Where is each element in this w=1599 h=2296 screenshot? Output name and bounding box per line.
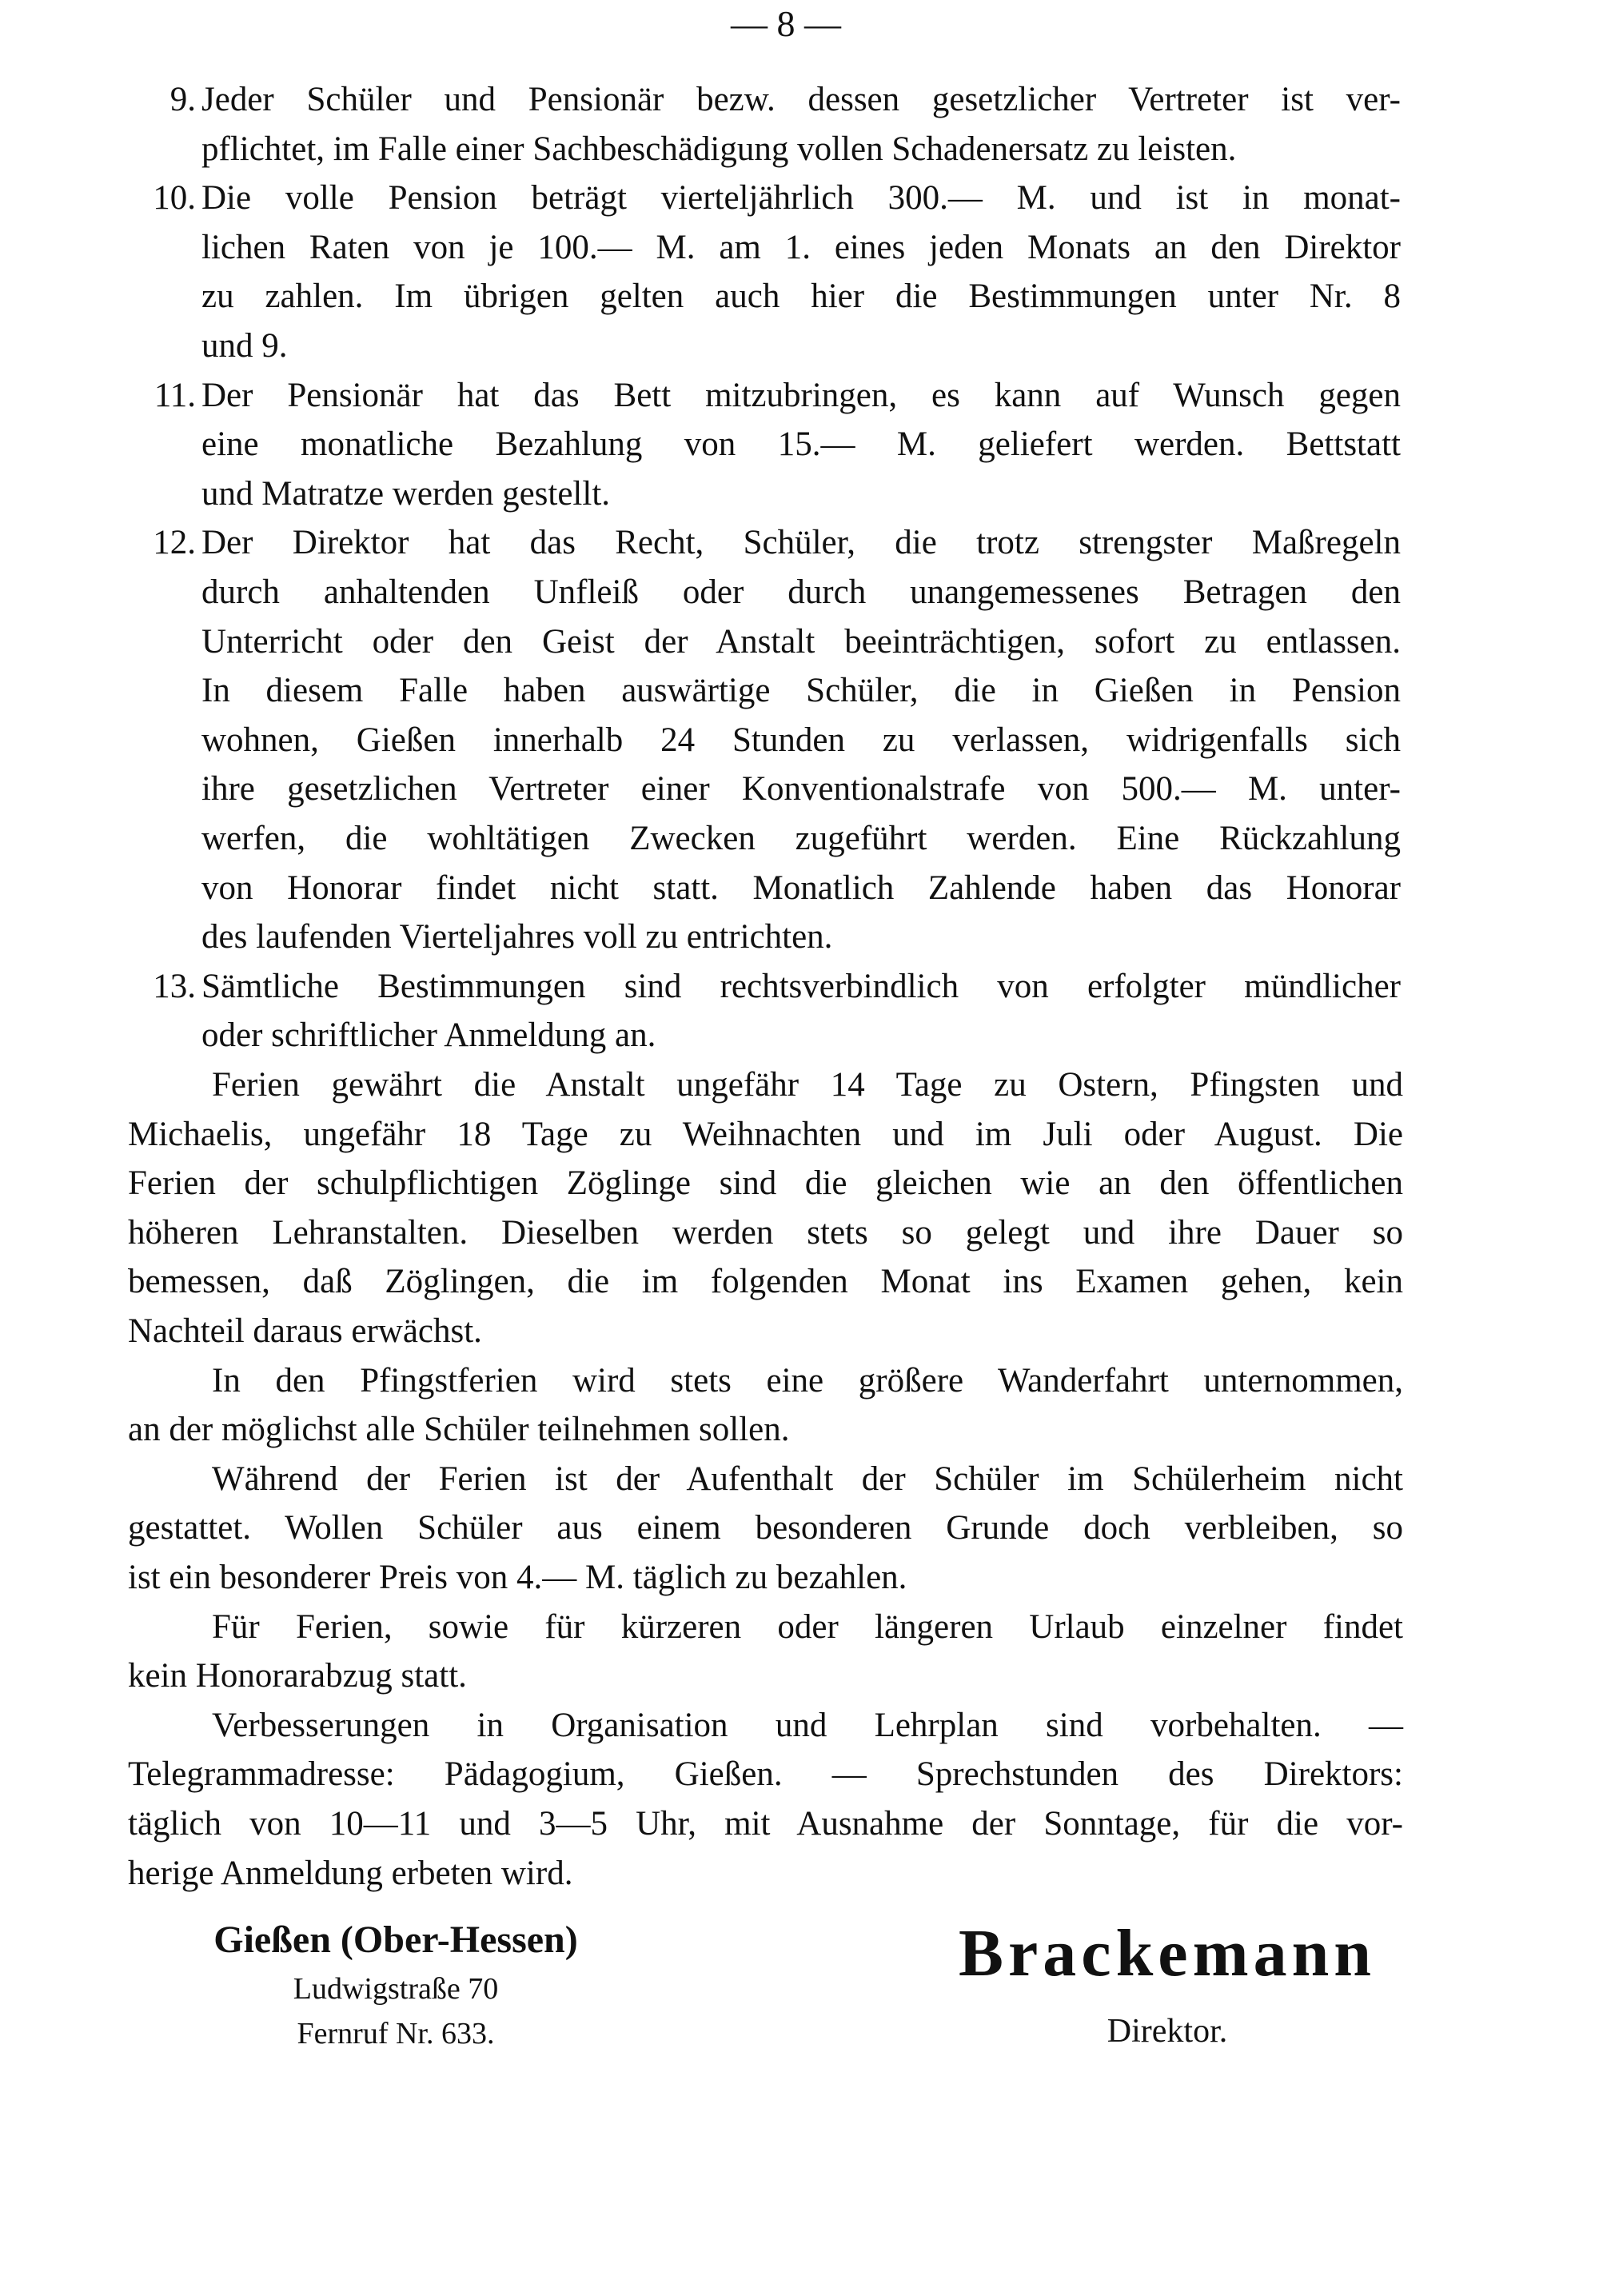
paragraph-line: In den Pfingstferien wird stets eine größere Wanderfahrt unternommen, — [212, 1361, 1403, 1400]
paragraph-line: Michaelis, ungefähr 18 Tage zu Weihnachten und im Juli oder August. Die — [128, 1115, 1403, 1153]
paragraph-line: Telegrammadresse: Pädagogium, Gießen. — Sprechstunden des Direktors: — [128, 1755, 1403, 1794]
item-number: 10. — [153, 179, 196, 218]
item-number: 11. — [154, 376, 196, 414]
item-line: In diesem Falle haben auswärtige Schüler, die in Gießen in Pension — [201, 672, 1401, 710]
item-line: und 9. — [201, 327, 288, 365]
item-line: Jeder Schüler und Pensionär bezw. dessen gesetzlicher Vertreter ist ver- — [201, 81, 1401, 118]
item-line: durch anhaltenden Unfleiß oder durch unangemessenes Betragen den — [201, 573, 1401, 611]
item-line: Sämtliche Bestimmungen sind rechtsverbindlich von erfolgter mündlicher — [201, 967, 1401, 1005]
address-street: Ludwigstraße 70 — [293, 1972, 499, 2006]
page-number: — 8 — — [731, 3, 841, 44]
item-line: pflichtet, im Falle einer Sachbeschädigung vollen Schadenersatz zu leisten. — [201, 130, 1237, 168]
paragraph-line: Ferien der schulpflichtigen Zöglinge sind die gleichen wie an den öffentlichen — [128, 1164, 1403, 1203]
item-number: 9. — [169, 81, 196, 118]
paragraph-line: Für Ferien, sowie für kürzeren oder längeren Urlaub einzelner findet — [212, 1607, 1403, 1646]
item-line: von Honorar findet nicht statt. Monatlich Zahlende haben das Honorar — [201, 868, 1401, 907]
paragraph-line: Verbesserungen in Organisation und Lehrplan sind vorbehalten. — — [212, 1706, 1403, 1744]
item-line: zu zahlen. Im übrigen gelten auch hier die Bestimmungen unter Nr. 8 — [201, 278, 1401, 316]
item-line: oder schriftlicher Anmeldung an. — [201, 1016, 656, 1055]
item-line: ihre gesetzlichen Vertreter einer Konventionalstrafe von 500.— M. unter- — [201, 770, 1401, 809]
item-line: Der Direktor hat das Recht, Schüler, die trotz strengster Maßregeln — [201, 524, 1401, 562]
signature-role: Direktor. — [1107, 2013, 1228, 2050]
item-line: Die volle Pension beträgt vierteljährlich 300.— M. und ist in monat- — [201, 179, 1401, 218]
paragraph-line: Nachteil daraus erwächst. — [128, 1312, 482, 1350]
item-line: des laufenden Vierteljahres voll zu entrichten. — [201, 918, 833, 956]
item-line: Unterricht oder den Geist der Anstalt beeinträchtigen, sofort zu entlassen. — [201, 622, 1401, 661]
item-line: Der Pensionär hat das Bett mitzubringen, es kann auf Wunsch gegen — [201, 376, 1401, 414]
address-place: Gießen (Ober-Hessen) — [213, 1919, 578, 1961]
paragraph-line: Während der Ferien ist der Aufenthalt der Schüler im Schülerheim nicht — [212, 1459, 1403, 1498]
signature-name: Brackemann — [959, 1916, 1376, 1991]
item-line: lichen Raten von je 100.— M. am 1. eines jeden Monats an den Direktor — [201, 228, 1401, 266]
paragraph-line: höheren Lehranstalten. Dieselben werden stets so gelegt und ihre Dauer so — [128, 1213, 1403, 1252]
address-phone: Fernruf Nr. 633. — [297, 2017, 495, 2050]
paragraph-line: Ferien gewährt die Anstalt ungefähr 14 Tage zu Ostern, Pfingsten und — [212, 1066, 1403, 1104]
item-line: und Matratze werden gestellt. — [201, 474, 611, 513]
paragraph-line: täglich von 10—11 und 3—5 Uhr, mit Ausnahme der Sonntage, für die vor- — [128, 1805, 1403, 1843]
paragraph-line: bemessen, daß Zöglingen, die im folgenden Monat ins Examen gehen, kein — [128, 1263, 1403, 1301]
paragraph-line: ist ein besonderer Preis von 4.— M. täglich zu bezahlen. — [128, 1559, 907, 1596]
item-line: wohnen, Gießen innerhalb 24 Stunden zu verlassen, widrigenfalls sich — [201, 721, 1401, 759]
paragraph-line: kein Honorarabzug statt. — [128, 1657, 467, 1695]
item-number: 12. — [153, 524, 196, 562]
paragraph-line: an der möglichst alle Schüler teilnehmen sollen. — [128, 1411, 790, 1449]
paragraph-line: gestattet. Wollen Schüler aus einem besonderen Grunde doch verbleiben, so — [128, 1509, 1403, 1547]
paragraph-line: herige Anmeldung erbeten wird. — [128, 1854, 573, 1892]
item-line: werfen, die wohltätigen Zwecken zugeführt werden. Eine Rückzahlung — [201, 820, 1401, 857]
item-number: 13. — [153, 967, 196, 1005]
item-line: eine monatliche Bezahlung von 15.— M. geliefert werden. Bettstatt — [201, 425, 1401, 464]
